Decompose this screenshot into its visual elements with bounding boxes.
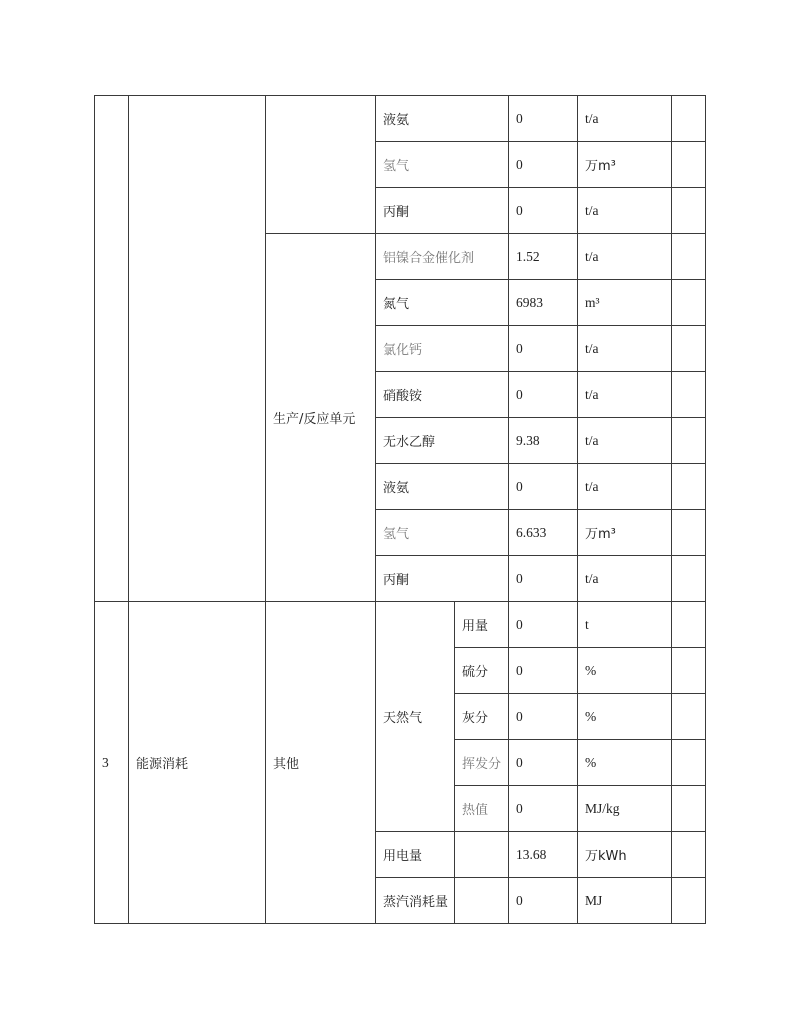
table-row [95, 602, 706, 648]
property-value: 0 [509, 602, 578, 648]
remark-cell [672, 510, 706, 556]
material-value: 1.52 [509, 234, 578, 280]
material-name: 液氨 [376, 96, 509, 142]
material-name: 硝酸铵 [376, 372, 509, 418]
materials-table [94, 95, 706, 924]
property-value: 0 [509, 648, 578, 694]
material-unit: t/a [578, 556, 672, 602]
category-cell-empty [266, 96, 376, 234]
material-name: 氯化钙 [376, 326, 509, 372]
section-category: 其他 [266, 602, 376, 924]
remark-cell [672, 326, 706, 372]
property-value: 0 [509, 786, 578, 832]
material-value: 6983 [509, 280, 578, 326]
property-unit: % [578, 648, 672, 694]
remark-cell [672, 280, 706, 326]
property-value: 0 [509, 740, 578, 786]
property-name: 用量 [455, 602, 509, 648]
material-name: 铝镍合金催化剂 [376, 234, 509, 280]
property-unit: MJ/kg [578, 786, 672, 832]
material-unit: t/a [578, 234, 672, 280]
natural-gas-label: 天然气 [376, 602, 455, 832]
material-value: 6.633 [509, 510, 578, 556]
remark-cell [672, 602, 706, 648]
material-value: 0 [509, 372, 578, 418]
material-value: 0 [509, 96, 578, 142]
remark-cell [672, 188, 706, 234]
material-value: 0 [509, 464, 578, 510]
remark-cell [672, 786, 706, 832]
electricity-unit: 万kWh [578, 832, 672, 878]
steam-value: 0 [509, 878, 578, 924]
material-name: 丙酮 [376, 188, 509, 234]
remark-cell [672, 740, 706, 786]
property-unit: % [578, 694, 672, 740]
category-label: 生产/反应单元 [266, 234, 376, 602]
property-unit: % [578, 740, 672, 786]
remark-cell [672, 142, 706, 188]
electricity-value: 13.68 [509, 832, 578, 878]
material-unit: t/a [578, 326, 672, 372]
material-unit: 万m³ [578, 510, 672, 556]
material-name: 氮气 [376, 280, 509, 326]
material-unit: t/a [578, 372, 672, 418]
section-title: 能源消耗 [129, 602, 266, 924]
property-name: 硫分 [455, 648, 509, 694]
index-cell-empty [95, 96, 129, 602]
steam-unit: MJ [578, 878, 672, 924]
property-value: 0 [509, 694, 578, 740]
empty-cell [455, 832, 509, 878]
material-unit: t/a [578, 96, 672, 142]
material-name: 丙酮 [376, 556, 509, 602]
remark-cell [672, 372, 706, 418]
property-unit: t [578, 602, 672, 648]
remark-cell [672, 234, 706, 280]
material-unit: m³ [578, 280, 672, 326]
material-name: 无水乙醇 [376, 418, 509, 464]
empty-cell [455, 878, 509, 924]
remark-cell [672, 694, 706, 740]
remark-cell [672, 878, 706, 924]
section-index: 3 [95, 602, 129, 924]
steam-label: 蒸汽消耗量 [376, 878, 455, 924]
material-unit: 万m³ [578, 142, 672, 188]
material-unit: t/a [578, 188, 672, 234]
property-name: 挥发分 [455, 740, 509, 786]
remark-cell [672, 96, 706, 142]
remark-cell [672, 648, 706, 694]
material-unit: t/a [578, 464, 672, 510]
electricity-label: 用电量 [376, 832, 455, 878]
material-unit: t/a [578, 418, 672, 464]
material-value: 0 [509, 556, 578, 602]
property-name: 热值 [455, 786, 509, 832]
material-value: 0 [509, 326, 578, 372]
property-name: 灰分 [455, 694, 509, 740]
table-row [95, 96, 706, 142]
remark-cell [672, 832, 706, 878]
section-cell-empty [129, 96, 266, 602]
material-value: 0 [509, 188, 578, 234]
remark-cell [672, 556, 706, 602]
material-value: 9.38 [509, 418, 578, 464]
material-name: 氢气 [376, 510, 509, 556]
material-value: 0 [509, 142, 578, 188]
material-name: 氢气 [376, 142, 509, 188]
remark-cell [672, 418, 706, 464]
remark-cell [672, 464, 706, 510]
material-name: 液氨 [376, 464, 509, 510]
